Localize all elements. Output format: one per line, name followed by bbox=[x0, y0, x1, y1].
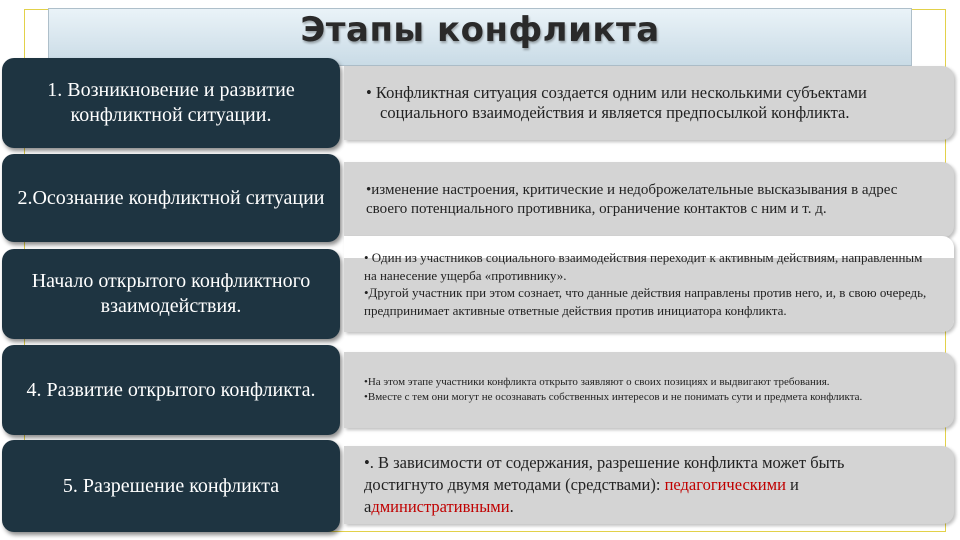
stage-desc-1 bbox=[344, 66, 954, 140]
stage-desc-4-point-1: •На этом этапе участники конфликта открыто заявляют о своих позициях и выдвигают требования. bbox=[364, 375, 830, 388]
stage-desc-5-text-c: . bbox=[509, 497, 514, 516]
stage-desc-text-4 bbox=[364, 375, 930, 406]
stage-desc-5-text-a: •. В зависимости от содержания, разрешение конфликта может быть достигнуто двумя методами (средствами): bbox=[364, 453, 845, 494]
stage-label-4: 4. Развитие открытого конфликта. bbox=[2, 345, 340, 435]
stage-desc-3-point-2: •Другой участник при этом сознает, что данные действия направлены против него, и, в свою очередь, предпринимает активные ответные действия против инициатора конфликта. bbox=[364, 285, 927, 318]
stage-desc-text-2: •изменение настроения, критические и недоброжелательные высказывания в адрес своего потенциального противника, ограничение контактов с ним и т. д. bbox=[366, 181, 898, 217]
stage-desc-4-point-2: •Вместе с тем они могут не осознавать собственных интересов и не понимать сути и предмета конфликта. bbox=[364, 391, 863, 403]
slide-title: Этапы конфликта bbox=[300, 10, 660, 50]
stage-desc-2 bbox=[344, 162, 954, 238]
stage-desc-3 bbox=[344, 236, 954, 332]
stage-desc-text-1: • Конфликтная ситуация создается одним или несколькими субъектами социального взаимодействия и является предпосылкой конфликта. bbox=[366, 83, 867, 122]
stage-desc-text-5 bbox=[364, 452, 928, 518]
stage-desc-5-text-b: и а bbox=[364, 475, 799, 516]
stage-desc-3-point-1: • Один из участников социального взаимодействия переходит к активным действиям, направленным на нанесение ущерба «противнику». bbox=[364, 250, 923, 283]
stage-label-5: 5. Разрешение конфликта bbox=[2, 440, 340, 532]
stage-desc-4 bbox=[344, 352, 954, 428]
stage-desc-5-highlight-pedagogical: педагогическими bbox=[664, 475, 786, 494]
stage-label-1: 1. Возникновение и развитие конфликтной ситуации. bbox=[2, 58, 340, 148]
stage-desc-5 bbox=[344, 446, 954, 524]
stage-label-3: Начало открытого конфликтного взаимодействия. bbox=[2, 249, 340, 339]
stage-label-2: 2.Осознание конфликтной ситуации bbox=[2, 154, 340, 242]
stage-desc-5-highlight-administrative: дминистративными bbox=[371, 497, 510, 516]
stage-desc-text-3 bbox=[364, 249, 934, 319]
